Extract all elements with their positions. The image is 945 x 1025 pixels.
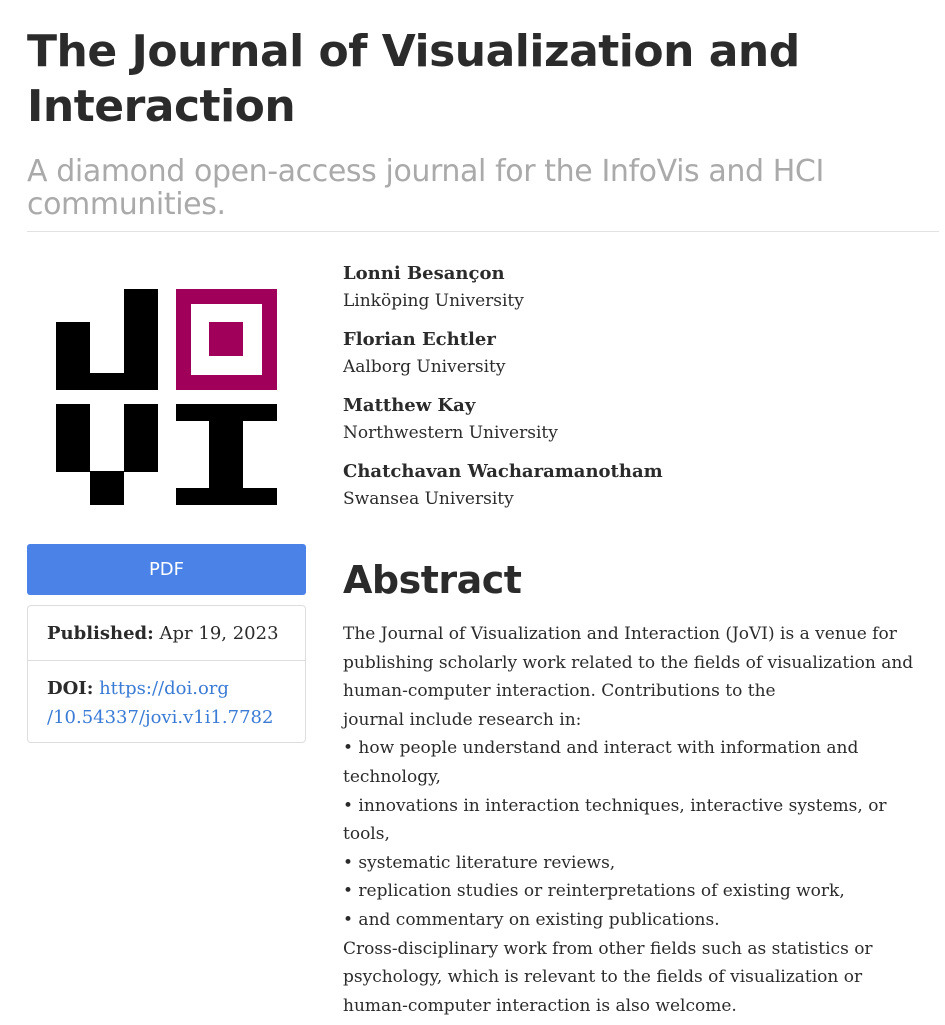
jovi-logo xyxy=(56,289,277,505)
abstract-line: The Journal of Visualization and Interaction (JoVI) is a venue for xyxy=(343,624,897,644)
author-affiliation: Northwestern University xyxy=(343,423,558,443)
abstract-line: • innovations in interaction techniques, interactive systems, or xyxy=(343,795,887,816)
logo-o-core xyxy=(209,322,243,356)
logo-v-right xyxy=(124,404,158,472)
published-row xyxy=(28,606,305,661)
abstract-line: psychology, which is relevant to the fields of visualization or xyxy=(343,967,863,988)
abstract-line: human-computer interaction is also welcome. xyxy=(343,995,737,1016)
author-list xyxy=(343,261,933,525)
author-name: Lonni Besançon xyxy=(343,263,505,284)
logo-i-bottom xyxy=(176,488,277,505)
header-divider xyxy=(27,231,939,232)
abstract-line: • and commentary on existing publications. xyxy=(343,909,720,930)
doi-link-part1: https://doi.org xyxy=(99,678,229,699)
abstract-line: tools, xyxy=(343,824,390,845)
logo-v-left xyxy=(56,404,90,472)
doi-link-part2: /10.54337/jovi.v1i1.7782 xyxy=(47,707,274,728)
author-name: Florian Echtler xyxy=(343,329,496,350)
doi-label: DOI: xyxy=(47,678,94,699)
logo-j-hook xyxy=(56,322,90,390)
author-affiliation: Swansea University xyxy=(343,489,514,509)
abstract-line: Cross-disciplinary work from other fields such as statistics or xyxy=(343,938,873,959)
abstract-body xyxy=(343,620,928,1020)
page-header xyxy=(27,24,939,221)
abstract-line: human-computer interaction. Contributions to the xyxy=(343,681,776,702)
pdf-button[interactable]: PDF xyxy=(27,544,306,595)
author-name: Matthew Kay xyxy=(343,395,476,416)
article-info-box xyxy=(27,605,306,743)
author-affiliation: Aalborg University xyxy=(343,357,506,377)
abstract-line: technology, xyxy=(343,766,441,787)
author-item xyxy=(343,393,933,447)
abstract-heading: Abstract xyxy=(343,558,522,602)
doi-row xyxy=(28,661,305,732)
logo-j-stem xyxy=(124,289,158,390)
published-label: Published: xyxy=(47,622,154,644)
abstract-line: journal include research in: xyxy=(343,709,582,730)
author-affiliation: Linköping University xyxy=(343,291,524,311)
author-item xyxy=(343,261,933,315)
journal-title: The Journal of Visualization and Interaction xyxy=(27,26,800,132)
published-date: Apr 19, 2023 xyxy=(159,622,279,644)
abstract-line: • replication studies or reinterpretations of existing work, xyxy=(343,881,845,902)
author-name: Chatchavan Wacharamanotham xyxy=(343,461,663,482)
abstract-line: • how people understand and interact with information and xyxy=(343,738,859,759)
journal-subtitle: A diamond open-access journal for the InfoVis and HCI communities. xyxy=(27,154,824,222)
logo-v-point xyxy=(90,471,124,505)
abstract-line: publishing scholarly work related to the fields of visualization and xyxy=(343,652,914,673)
author-item xyxy=(343,327,933,381)
abstract-line: • systematic literature reviews, xyxy=(343,852,616,873)
author-item xyxy=(343,459,933,513)
logo-j-base xyxy=(90,373,124,390)
